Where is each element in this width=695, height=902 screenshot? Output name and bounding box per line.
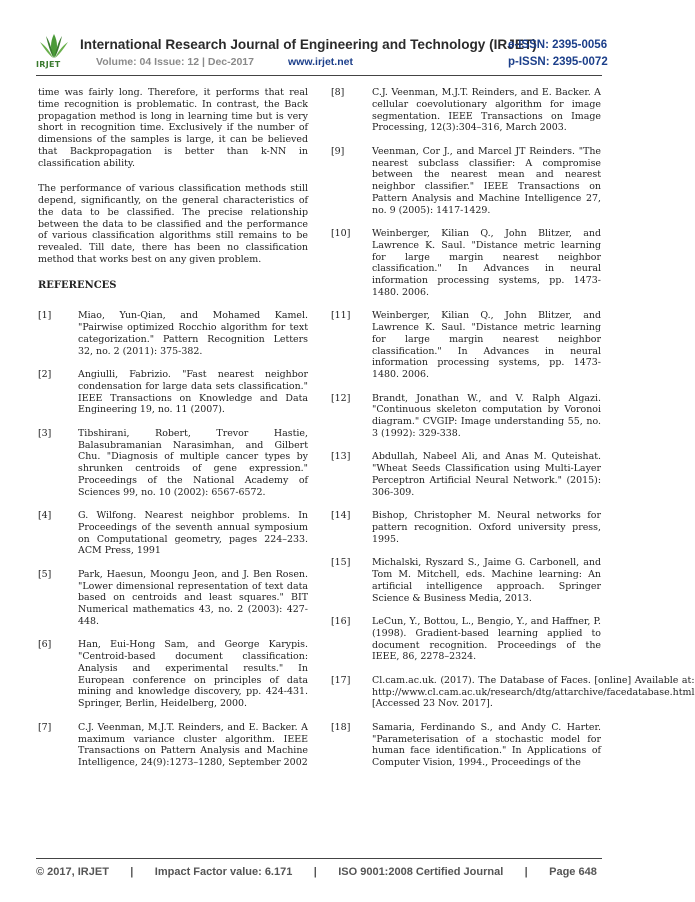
reference-number: [17] bbox=[331, 674, 351, 686]
reference-item bbox=[331, 228, 601, 299]
reference-text: Weinberger, Kilian Q., John Blitzer, and Lawrence K. Saul. "Distance metric learning for large margin nearest neighbor classification." In Advances in neural information processing systems, pp. 1473-1480. 2006. bbox=[372, 228, 601, 298]
reference-item bbox=[38, 310, 308, 357]
reference-number: [16] bbox=[331, 616, 351, 628]
reference-text: Brandt, Jonathan W., and V. Ralph Algazi. "Continuous skeleton computation by Voronoi diagram." CVGIP: Image understanding 55, no. 3 (1992): 329-338. bbox=[372, 392, 601, 439]
reference-item bbox=[331, 674, 695, 710]
reference-item bbox=[331, 557, 601, 604]
reference-item bbox=[331, 146, 601, 217]
reference-number: [4] bbox=[38, 510, 52, 522]
reference-text: Bishop, Christopher M. Neural networks for pattern recognition. Oxford university press, 1995. bbox=[372, 510, 601, 545]
right-column bbox=[331, 87, 695, 781]
journal-title: International Research Journal of Engineering and Technology (IRJET) bbox=[80, 37, 537, 52]
reference-number: [2] bbox=[38, 369, 52, 381]
references-heading: REFERENCES bbox=[38, 279, 117, 291]
reference-item bbox=[331, 451, 601, 498]
body-paragraph: The performance of various classification methods still depend, significantly, on the general characteristics of the data to be classified. The precise relationship between the data to be classified and the performance of various classification algorithms still remains to be revealed. Till date, there has been no classification method that works best on any given problem. bbox=[38, 183, 308, 265]
reference-number: [7] bbox=[38, 721, 52, 733]
reference-item bbox=[38, 428, 308, 499]
reference-number: [18] bbox=[331, 721, 351, 733]
reference-text: Weinberger, Kilian Q., John Blitzer, and Lawrence K. Saul. "Distance metric learning for large margin nearest neighbor classification." In Advances in neural information processing systems, pp. 1473-1480. 2006. bbox=[372, 310, 601, 381]
reference-number: [8] bbox=[331, 87, 345, 98]
reference-text: Tibshirani, Robert, Trevor Hastie, Balasubramanian Narasimhan, and Gilbert Chu. "Diagnosis of multiple cancer types by shrunken centroids of gene expression." Proceedings of the National Academy of Sciences 99, no. 10 (2002): 6567-6572. bbox=[78, 427, 308, 498]
header-divider bbox=[36, 75, 602, 76]
reference-number: [6] bbox=[38, 639, 52, 651]
pissn: p-ISSN: 2395-0072 bbox=[508, 56, 608, 68]
reference-number: [5] bbox=[38, 568, 52, 580]
left-column bbox=[38, 87, 308, 781]
reference-text: Samaria, Ferdinando S., and Andy C. Harter. "Parameterisation of a stochastic model for human face identification." In Applications of Computer Vision, 1994., Proceedings of the bbox=[372, 721, 601, 769]
reference-text: Michalski, Ryszard S., Jaime G. Carbonell, and Tom M. Mitchell, eds. Machine learning: An artificial intelligence approach. Springer Science & Business Media, 2013. bbox=[372, 557, 601, 604]
reference-list bbox=[331, 87, 695, 769]
reference-number: [12] bbox=[331, 392, 351, 404]
page-footer: © 2017, IRJET | Impact Factor value: 6.171 | ISO 9001:2008 Certified Journal | Page 648 bbox=[36, 866, 597, 878]
reference-text: Veenman, Cor J., and Marcel JT Reinders. "The nearest subclass classifier: A compromise between the nearest mean and nearest neighbor classifier." IEEE Transactions on Pattern Analysis and Machine Intelligence 27, no. 9 (2005): 1417-1429. bbox=[372, 145, 601, 216]
reference-text: Park, Haesun, Moongu Jeon, and J. Ben Rosen. "Lower dimensional representation of text data based on centroids and least squares." BIT Numerical mathematics 43, no. 2 (2003): 427-448. bbox=[78, 568, 308, 627]
reference-item bbox=[331, 310, 601, 381]
body-paragraph: time was fairly long. Therefore, it performs that real time recognition is problematic. In contrast, the Back propagation method is long in learning time but is very short in recognition time. Exclusively if the number of dimensions of the samples is large, it can be believed that Backpropagation is better than k-NN in classification ability. bbox=[38, 87, 308, 169]
reference-list bbox=[38, 310, 308, 769]
reference-number: [1] bbox=[38, 310, 52, 322]
reference-item bbox=[38, 722, 308, 769]
reference-item bbox=[331, 510, 601, 545]
reference-number: [13] bbox=[331, 451, 351, 463]
reference-text: LeCun, Y., Bottou, L., Bengio, Y., and Haffner, P. (1998). Gradient-based learning applied to document recognition. Proceedings of the IEEE, 86, 2278–2324. bbox=[372, 616, 601, 663]
reference-text: C.J. Veenman, M.J.T. Reinders, and E. Backer. A cellular coevolutionary algorithm for image segmentation. IEEE Transactions on Image Processing, 12(3):304–316, March 2003. bbox=[372, 87, 601, 134]
reference-item bbox=[331, 87, 601, 134]
reference-item bbox=[38, 639, 308, 710]
page-header bbox=[0, 0, 638, 80]
reference-number: [14] bbox=[331, 510, 351, 522]
reference-text: Han, Eui-Hong Sam, and George Karypis. "Centroid-based document classification: Analysis and experimental results." In European conference on principles of data mining and knowledge discovery, pp. 424-431. Springer, Berlin, Heidelberg, 2000. bbox=[78, 639, 308, 710]
eissn: e-ISSN: 2395-0056 bbox=[508, 39, 608, 51]
reference-number: [11] bbox=[331, 310, 351, 322]
journal-website[interactable]: www.irjet.net bbox=[288, 56, 353, 68]
reference-text: Cl.cam.ac.uk. (2017). The Database of Faces. [online] Available at: http://www.cl.cam.ac.uk/research/dtg/attarchive/facedatabase.html [Accessed 23 Nov. 2017]. bbox=[372, 674, 695, 710]
reference-item bbox=[38, 369, 308, 416]
reference-text: G. Wilfong. Nearest neighbor problems. In Proceedings of the seventh annual symposium on Computational geometry, pages 224–233. ACM Press, 1991 bbox=[78, 510, 308, 557]
reference-item bbox=[331, 722, 601, 769]
reference-number: [15] bbox=[331, 557, 351, 569]
reference-number: [10] bbox=[331, 228, 351, 240]
reference-number: [9] bbox=[331, 145, 345, 157]
reference-number: [3] bbox=[38, 427, 52, 439]
reference-item bbox=[331, 393, 601, 440]
reference-text: C.J. Veenman, M.J.T. Reinders, and E. Backer. A maximum variance cluster algorithm. IEEE Transactions on Pattern Analysis and Machine Intelligence, 24(9):1273–1280, September 2002 bbox=[78, 721, 308, 769]
reference-item bbox=[331, 616, 601, 663]
logo-text: IRJET bbox=[36, 60, 61, 69]
footer-divider bbox=[36, 858, 602, 859]
reference-text: Angiulli, Fabrizio. "Fast nearest neighbor condensation for large data sets classification." IEEE Transactions on Knowledge and Data Engineering 19, no. 11 (2007). bbox=[78, 369, 308, 416]
reference-item bbox=[38, 569, 308, 628]
volume-issue: Volume: 04 Issue: 12 | Dec-2017 bbox=[96, 56, 254, 68]
reference-text: Miao, Yun-Qian, and Mohamed Kamel. "Pairwise optimized Rocchio algorithm for text categorization." Pattern Recognition Letters 32, no. 2 (2011): 375-382. bbox=[78, 310, 308, 357]
reference-item bbox=[38, 510, 308, 557]
reference-text: Abdullah, Nabeel Ali, and Anas M. Quteishat. "Wheat Seeds Classification using Multi-Layer Perceptron Artificial Neural Network." (2015): 306-309. bbox=[372, 451, 601, 498]
